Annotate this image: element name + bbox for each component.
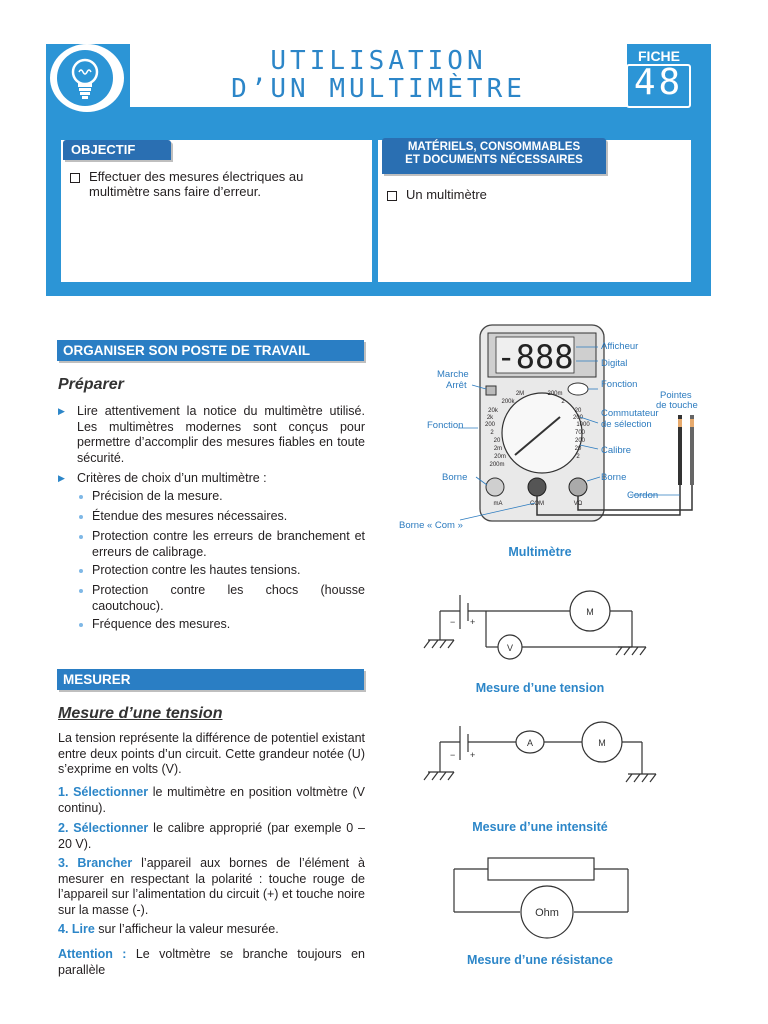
svg-text:−: − xyxy=(450,750,456,760)
objectif-item: Effectuer des mesures électriques au multimètre sans faire d’erreur. xyxy=(89,169,304,199)
multimeter-diagram xyxy=(380,315,720,535)
dial-label: 20 xyxy=(574,408,582,414)
display-digits: -888 xyxy=(496,338,574,376)
fiche-number: 48 xyxy=(633,62,684,103)
step-1 xyxy=(58,785,365,816)
label-marche: Marche xyxy=(437,369,469,380)
bullet-arrow-icon: ▶ xyxy=(58,473,65,483)
step-4 xyxy=(58,922,365,938)
logo-badge xyxy=(50,44,124,112)
attention-text: Le voltmètre se branche toujours en parallèle xyxy=(58,947,365,977)
voltmeter-label: V xyxy=(506,643,514,653)
materiels-label-line1: MATÉRIELS, CONSOMMABLES xyxy=(407,141,581,153)
criteria-dot xyxy=(79,623,83,627)
criteria-item: Protection contre les erreurs de branchement et erreurs de calibrage. xyxy=(92,529,365,559)
label-digital: Digital xyxy=(601,358,628,369)
page-title-line1: UTILISATION xyxy=(270,46,487,76)
mesure-tension-subheading: Mesure d’une tension xyxy=(58,705,223,722)
dial-label: 2 xyxy=(561,399,565,405)
label-arret: Arrêt xyxy=(446,380,467,391)
mesure-tension-caption: Mesure d’une tension xyxy=(475,681,605,695)
dial-label: 2M xyxy=(515,391,525,397)
svg-text:−: − xyxy=(450,617,456,627)
bullet-arrow-icon: ▶ xyxy=(58,406,65,416)
svg-text:+: + xyxy=(470,750,476,760)
label-calibre: Calibre xyxy=(601,445,632,456)
terminal-com xyxy=(528,478,546,496)
fiche-label: FICHE xyxy=(638,48,680,64)
criteria-dot xyxy=(79,569,83,573)
dial-label: 2 xyxy=(576,454,580,460)
label-borne-com: Borne « Com » xyxy=(399,520,463,531)
lightbulb-icon xyxy=(57,50,113,106)
criteria-dot xyxy=(79,495,83,499)
label-de-touche: de touche xyxy=(656,400,698,411)
dial-label: 700 xyxy=(574,430,586,436)
mesure-resistance-caption: Mesure d’une résistance xyxy=(467,953,613,967)
step-2 xyxy=(58,821,365,852)
dial-label: 2m xyxy=(493,446,503,452)
criteria-dot xyxy=(79,589,83,593)
circuit-resistance-diagram xyxy=(440,852,640,942)
label-commutateur: Commutateur xyxy=(601,408,659,419)
criteria-item: Étendue des mesures nécessaires. xyxy=(92,509,288,523)
dial-label: 20 xyxy=(493,438,501,444)
preparer-subheading: Préparer xyxy=(58,376,124,393)
page-title-line2: D’UN MULTIMÈTRE xyxy=(231,74,526,104)
motor-label: M xyxy=(598,738,606,748)
organiser-header: ORGANISER SON POSTE DE TRAVAIL xyxy=(57,340,364,361)
motor-label: M xyxy=(586,607,594,617)
mesure-intensite-caption: Mesure d’une intensité xyxy=(472,820,608,834)
dial-label: 200m xyxy=(547,391,563,397)
step-3 xyxy=(58,856,365,918)
step-4-text: sur l’afficheur la valeur mesurée. xyxy=(94,922,279,936)
step-2-text: le calibre approprié (par exemple 0 – 20 V). xyxy=(58,821,365,851)
objectif-panel xyxy=(61,140,372,282)
step-3-text: l’appareil aux bornes de l’élément à mesurer en respectant la polarité : touche rouge de l’appareil sur l’alimentation du circuit (+) et touche noire sur la masse (-). xyxy=(58,856,366,917)
criteria-item: Fréquence des mesures. xyxy=(92,617,231,631)
objectif-checkbox xyxy=(70,173,80,183)
materiels-label-line2: ET DOCUMENTS NÉCESSAIRES xyxy=(405,154,583,166)
function-v-indicator xyxy=(568,383,588,395)
dial-label: 2 xyxy=(490,430,494,436)
criteria-dot xyxy=(79,535,83,539)
criteria-item: Protection contre les chocs (housse caoutchouc). xyxy=(92,583,365,613)
materiels-checkbox xyxy=(387,191,397,201)
ammeter-label: A xyxy=(526,738,534,748)
dial-label: 20 xyxy=(574,446,582,452)
power-button xyxy=(486,386,496,395)
materiels-item: Un multimètre xyxy=(406,187,487,202)
dial-label: 2k xyxy=(486,415,494,421)
multimetre-caption: Multimètre xyxy=(508,545,572,559)
svg-text:+: + xyxy=(470,617,476,627)
terminal-vohm xyxy=(569,478,587,496)
dial-label: 20m xyxy=(494,454,506,460)
label-de-selection: de sélection xyxy=(601,419,652,430)
dial-label: 200 xyxy=(484,422,496,428)
preparer-bullet-1: Lire attentivement la notice du multimètre utilisé. Les multimètres modernes sont conçus pour permettre d’accomplir des mesures fiables en toute sécurité. xyxy=(77,404,365,465)
label-fonction-right: Fonction xyxy=(601,379,638,390)
dial-label: 200m xyxy=(489,462,505,468)
criteria-item: Précision de la mesure. xyxy=(92,489,223,503)
terminal-label: mA xyxy=(493,501,503,507)
attention-note xyxy=(58,947,365,978)
attention-label: Attention : xyxy=(58,947,127,961)
dial-label: 200 xyxy=(572,415,584,421)
mesurer-header: MESURER xyxy=(57,669,364,690)
terminal-label: COM xyxy=(530,501,544,507)
label-pointes: Pointes xyxy=(660,390,692,401)
dial-label: 200k xyxy=(501,399,515,405)
step-1-num: 1. Sélectionner xyxy=(58,785,149,799)
dial-label: 20k xyxy=(488,408,498,414)
step-3-num: 3. Brancher xyxy=(58,856,133,870)
tension-intro: La tension représente la différence de potentiel existant entre deux points d’un circuit. Cette grandeur notée (U) s’exprime en volts (V). xyxy=(58,731,365,776)
ohmmeter-label: Ohm xyxy=(535,907,559,919)
preparer-bullet-2: Critères de choix d’un multimètre : xyxy=(77,471,267,485)
circuit-intensite-diagram xyxy=(410,720,660,790)
dial-label: 200 xyxy=(574,438,586,444)
label-fonction-left: Fonction xyxy=(427,420,464,431)
step-2-num: 2. Sélectionner xyxy=(58,821,149,835)
materiels-label xyxy=(382,138,606,174)
circuit-tension-diagram xyxy=(410,585,660,670)
objectif-label: OBJECTIF xyxy=(63,140,171,160)
label-borne-left: Borne xyxy=(442,472,468,483)
step-4-num: 4. Lire xyxy=(58,922,95,936)
terminal-label: VΩ xyxy=(573,501,583,507)
label-borne-right: Borne xyxy=(601,472,627,483)
terminal-ma xyxy=(486,478,504,496)
criteria-item: Protection contre les hautes tensions. xyxy=(92,563,301,577)
dial-label: 1000 xyxy=(576,422,590,428)
label-afficheur: Afficheur xyxy=(601,341,639,352)
label-cordon: Cordon xyxy=(627,490,659,501)
step-1-text: le multimètre en position voltmètre (V continu). xyxy=(58,785,365,815)
criteria-dot xyxy=(79,515,83,519)
